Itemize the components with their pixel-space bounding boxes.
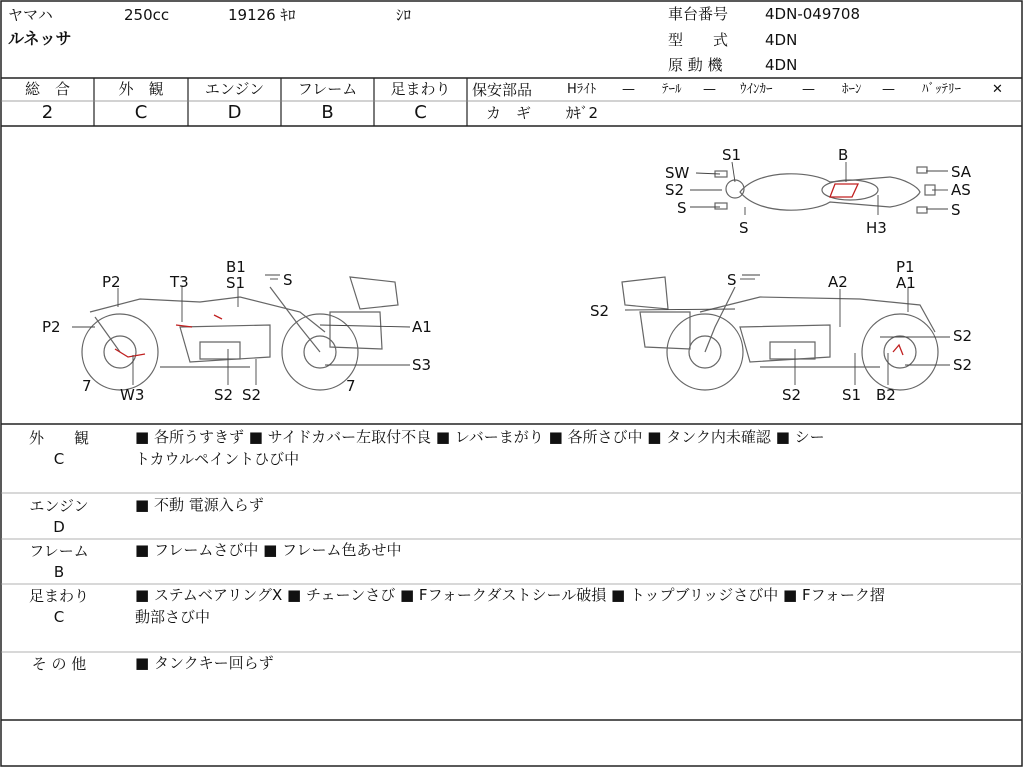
grade-suspension-label: 足まわり [390, 80, 451, 98]
safety-item-winker-status: — [802, 82, 815, 97]
frame-no-label: 車台番号 [668, 5, 729, 23]
maker: ヤマハ [8, 6, 53, 24]
key-label: カ ギ [486, 104, 532, 122]
safety-item-headlight-status: — [622, 82, 635, 97]
displacement: 250cc [124, 6, 170, 24]
diagram-label-right-s2-bottom: S2 [782, 386, 802, 404]
safety-item-battery: ﾊﾞｯﾃﾘｰ [922, 82, 961, 97]
diagram-label-top-sw: SW [665, 164, 690, 182]
diagram-label-right-a2: A2 [828, 273, 848, 291]
diagram-label-left-w3: W3 [120, 386, 145, 404]
diagram-label-top-s-bottom: S [739, 219, 749, 237]
diagram-label-right-s2-lower: S2 [953, 356, 973, 374]
diagram-label-top-s-left: S [677, 199, 687, 217]
engine-label: 原 動 機 [668, 56, 723, 74]
detail-exterior-label: 外 観 [28, 429, 89, 447]
detail-suspension-line1: ■ ステムベアリングX ■ チェーンさび ■ Fフォークダストシール破損 ■ トップブリッジさび中 ■ Fフォーク摺 [135, 586, 885, 604]
detail-engine-line1: ■ 不動 電源入らず [135, 496, 264, 514]
diagram-label-top-as: AS [951, 181, 971, 199]
detail-suspension-line2: 動部さび中 [135, 608, 211, 626]
safety-title: 保安部品 [472, 81, 533, 99]
diagram-label-left-s2a: S2 [214, 386, 234, 404]
diagram-label-top-sa: SA [951, 163, 972, 181]
detail-other-line1: ■ タンクキー回らず [135, 654, 274, 672]
diagram-label-left-t3: T3 [170, 273, 189, 291]
diagram-label-left-p2-side: P2 [42, 318, 61, 336]
diagram-label-left-7b: 7 [346, 377, 356, 395]
detail-engine-grade: D [53, 518, 65, 536]
detail-frame-label: フレーム [29, 542, 89, 560]
detail-suspension-label: 足まわり [28, 587, 89, 605]
condition-diagram [0, 127, 1024, 423]
diagram-label-top-s-right: S [951, 201, 961, 219]
diagram-label-right-b2: B2 [876, 386, 896, 404]
grade-frame-label: フレーム [297, 80, 358, 98]
bike-right-view [622, 275, 938, 390]
frame-no: 4DN-049708 [765, 5, 860, 23]
grade-total-value: 2 [41, 102, 54, 123]
diagram-label-top-s2: S2 [665, 181, 685, 199]
diagram-label-left-p2-top: P2 [102, 273, 121, 291]
safety-item-horn-status: — [882, 82, 895, 97]
safety-item-battery-status: ✕ [992, 82, 1003, 97]
diagram-label-top-b: B [838, 146, 849, 164]
grade-exterior-label: 外 観 [118, 80, 164, 98]
grade-exterior-value: C [134, 102, 148, 123]
bike-top-view [715, 167, 935, 213]
detail-exterior-line1: ■ 各所うすきず ■ サイドカバー左取付不良 ■ レバーまがり ■ 各所さび中 ■ タンク内未確認 ■ シー [135, 428, 825, 446]
diagram-label-left-7a: 7 [82, 377, 92, 395]
grade-engine-label: エンジン [204, 80, 265, 98]
detail-engine-label: エンジン [29, 497, 89, 515]
safety-item-winker: ｳｲﾝｶｰ [740, 82, 773, 97]
detail-exterior-line2: トカウルペイントひび中 [135, 450, 300, 468]
detail-frame-grade: B [53, 563, 65, 581]
diagram-label-right-p1: P1 [896, 258, 915, 276]
diagram-label-left-s3: S3 [412, 356, 432, 374]
type-value: 4DN [765, 31, 798, 49]
diagram-label-left-a1: A1 [412, 318, 432, 336]
diagram-label-top-s1: S1 [722, 146, 742, 164]
diagram-label-right-s1: S1 [842, 386, 862, 404]
grade-suspension-value: C [414, 102, 427, 123]
key-value: ｶｷﾞ2 [566, 104, 599, 122]
detail-frame-line1: ■ フレームさび中 ■ フレーム色あせ中 [135, 541, 402, 559]
diagram-label-right-a1: A1 [896, 274, 916, 292]
safety-item-tail: ﾃｰﾙ [662, 82, 682, 97]
safety-item-tail-status: — [703, 82, 716, 97]
leader-lines [72, 162, 950, 385]
diagram-label-left-s1: S1 [226, 274, 246, 292]
safety-item-horn: ﾎｰﾝ [842, 82, 862, 97]
diagram-label-right-s2-left: S2 [590, 302, 610, 320]
model-name: ルネッサ [8, 29, 72, 48]
detail-suspension-grade: C [53, 608, 65, 626]
engine-value: 4DN [765, 56, 798, 74]
grade-engine-value: D [227, 102, 242, 123]
diagram-label-top-h3: H3 [866, 219, 887, 237]
color: ｼﾛ [396, 6, 412, 24]
mileage: 19126 ｷﾛ [228, 6, 296, 24]
grade-total-label: 総 合 [24, 80, 70, 98]
diagram-label-right-s2-upper: S2 [953, 327, 973, 345]
detail-other-label: そ の 他 [31, 655, 87, 673]
diagram-label-group [42, 146, 972, 404]
detail-exterior-grade: C [53, 450, 65, 468]
bike-left-view [82, 275, 398, 390]
safety-item-headlight: Hﾗｲﾄ [567, 82, 597, 97]
diagram-label-right-s: S [727, 271, 737, 289]
type-label: 型 式 [668, 31, 729, 49]
grade-frame-value: B [321, 102, 334, 123]
diagram-label-left-s2b: S2 [242, 386, 262, 404]
diagram-label-left-b1: B1 [226, 258, 246, 276]
diagram-label-left-s: S [283, 271, 293, 289]
